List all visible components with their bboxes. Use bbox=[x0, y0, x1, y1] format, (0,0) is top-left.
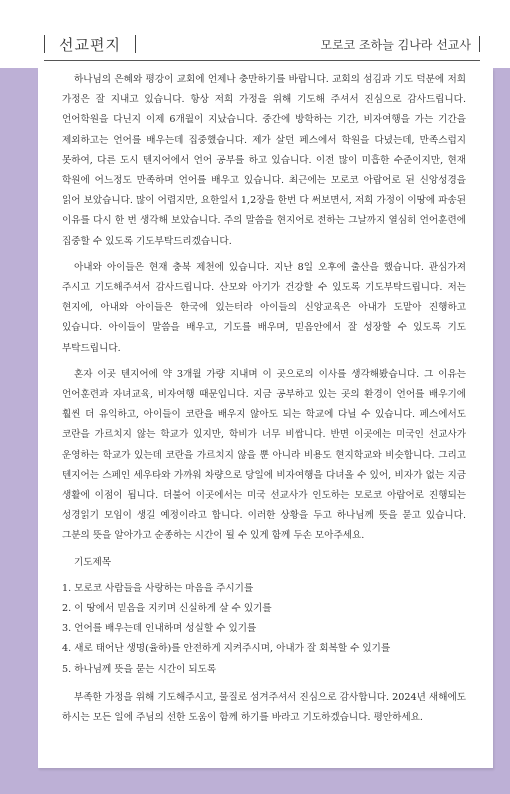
prayer-list bbox=[62, 579, 466, 680]
prayer-title: 기도제목 bbox=[74, 556, 112, 568]
prayer-item: 3. 언어를 배우는데 인내하며 성실할 수 있기를 bbox=[62, 623, 257, 635]
paragraph-1: 하나님의 은혜와 평강이 교회에 언제나 충만하기를 바랍니다. 교회의 섬김과 기도 덕분에 저희 가정은 잘 지내고 있습니다. 항상 저희 가정을 위해 기도해 주셔서 진심으로 감사드립니다. 언어학원을 다닌지 이제 6개월이 지났습니다. 중간에 방학하는 기간, 비자여행을 가는 기간을 제외하고는 언어를 배우는데 집중했습니다. 제가 살던 페스에서 학원을 다녔는데, 만족스럽지 못하여, 다른 도시 텐지어에서 언어 공부를 하고 있습니다. 이전 많이 미흡한 수준이지만, 현재 학원에 어느정도 만족하며 언어를 배우고 있습니다. 최근에는 모로코 아랍어로 된 신앙성경을 읽어 보았습니다. 많이 어렵지만, 요한일서 1,2장을 한번 다 써보면서, 저희 가정이 이땅에 파송된 이유를 다시 한 번 생각해 보았습니다. 주의 말씀을 현지어로 전하는 그날까지 열심히 언어훈련에 집중할 수 있도록 기도부탁드리겠습니다. bbox=[62, 74, 466, 247]
title-divider bbox=[44, 35, 45, 53]
author-divider bbox=[479, 36, 480, 52]
title-divider bbox=[135, 35, 136, 53]
author-text: 모로코 조하늘 김나라 선교사 bbox=[320, 37, 471, 52]
section-title-text: 선교편지 bbox=[59, 35, 121, 54]
paragraph-3: 혼자 이곳 텐지어에 약 3개월 가량 지내며 이 곳으로의 이사를 생각해봤습니다. 그 이유는 언어훈련과 자녀교육, 비자여행 때문입니다. 지금 공부하고 있는 곳의 환경이 언어를 배우기에 훨씬 더 유익하고, 아이들이 코란을 배우지 않아도 되는 학교에 다닐 수 있습니다. 페스에서도 코란을 가르치지 않는 학교가 있지만, 학비가 너무 비쌉니다. 반면 이곳에는 미국인 선교사가 운영하는 학교가 있는데 코란을 가르치지 않을 뿐 아니라 비용도 현지학교와 비슷합니다. 그리고 텐지어는 스페인 세우타와 가까워 차량으로 당일에 비자여행을 다녀올 수 있어, 비자가 없는 지금 생활에 이점이 됩니다. 더불어 이곳에서는 미국 선교사가 인도하는 모로코 아랍어로 진행되는 성경읽기 모임이 생길 예정이라고 합니다. 이러한 상황을 두고 하나님께 뜻을 묻고 있습니다. 그분의 뜻을 알아가고 순종하는 시간이 될 수 있게 함께 두손 모아주세요. bbox=[62, 368, 466, 542]
prayer-item: 1. 모로코 사람들을 사랑하는 마음을 주시기를 bbox=[62, 582, 254, 594]
letter-header bbox=[0, 0, 510, 68]
paragraph-2: 아내와 아이들은 현재 충북 제천에 있습니다. 지난 8일 오후에 출산을 했습니다. 관심가져 주시고 기도해주셔서 감사드립니다. 산모와 아기가 건강할 수 있도록 기도부탁드립니다. 저는 현지에, 아내와 아이들은 한국에 있는터라 아이들의 신앙교육은 아내가 도맡아 진행하고 있습니다. 아이들이 말씀을 배우고, 기도를 배우며, 믿음안에서 잘 성장할 수 있도록 기도 부탁드립니다. bbox=[62, 261, 466, 354]
closing-paragraph: 부족한 가정을 위해 기도해주시고, 물질로 섬겨주셔서 진심으로 감사합니다. 2024년 새해에도 하시는 모든 일에 주님의 선한 도움이 함께 하기를 바라고 기도하겠습니다. 평안하세요. bbox=[62, 691, 466, 724]
prayer-item: 5. 하나님께 뜻을 묻는 시간이 되도록 bbox=[62, 663, 217, 675]
author-line bbox=[320, 33, 480, 55]
prayer-item: 4. 새로 태어난 생명(율하)를 안전하게 지켜주시며, 아내가 잘 회복할 수 있기를 bbox=[62, 643, 391, 655]
letter-body bbox=[62, 70, 466, 734]
section-title bbox=[44, 33, 136, 55]
prayer-item: 2. 이 땅에서 믿음을 지키며 신실하게 살 수 있기를 bbox=[62, 603, 272, 615]
header-rule bbox=[44, 60, 480, 61]
